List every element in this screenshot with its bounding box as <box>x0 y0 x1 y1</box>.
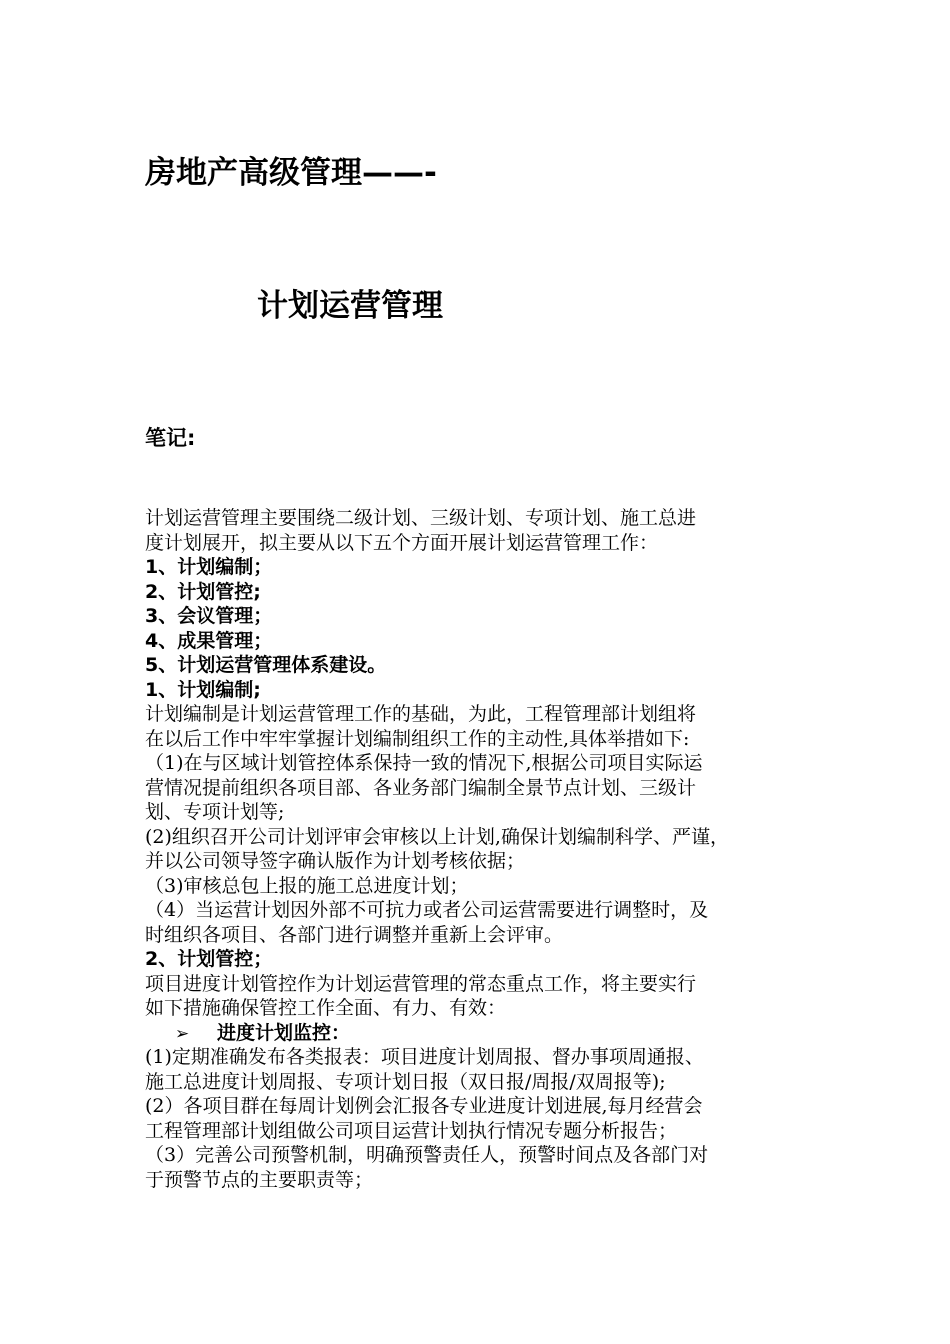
section-heading-text: 2、计划管控; <box>145 580 261 603</box>
paragraph-line-text: 如下措施确保管控工作全面、有力、有效： <box>145 997 507 1019</box>
paragraph-line <box>145 972 815 997</box>
paragraph-line <box>145 1070 815 1095</box>
paragraph-line-text: （4）当运营计划因外部不可抗力或者公司运营需要进行调整时，及 <box>145 899 709 921</box>
paragraph-line <box>145 996 815 1021</box>
section-heading <box>145 947 815 972</box>
section-heading-text: 3、会议管理； <box>145 605 273 627</box>
section-heading <box>145 604 815 629</box>
paragraph-line <box>145 825 815 850</box>
paragraph-line-text: 计划运营管理主要围绕二级计划、三级计划、专项计划、施工总进 <box>145 507 697 529</box>
paragraph-line-text: (1)定期准确发布各类报表：项目进度计划周报、督办事项周通报、 <box>145 1046 704 1068</box>
paragraph-line-text: (2)组织召开公司计划评审会审核以上计划,确保计划编制科学、严谨， <box>145 825 729 848</box>
paragraph-line <box>145 702 815 727</box>
paragraph-line <box>145 1168 815 1193</box>
section-heading <box>145 580 815 605</box>
paragraph-line-text: 项目进度计划管控作为计划运营管理的常态重点工作，将主要实行 <box>145 972 697 995</box>
paragraph-line <box>145 727 815 752</box>
section-heading <box>145 678 815 703</box>
paragraph-line <box>145 506 815 531</box>
document-body <box>145 506 815 1192</box>
paragraph-line <box>145 849 815 874</box>
section-heading-text: 2、计划管控； <box>145 948 273 970</box>
paragraph-line <box>145 1094 815 1119</box>
paragraph-line <box>145 531 815 556</box>
paragraph-line-text: 工程管理部计划组做公司项目运营计划执行情况专题分析报告； <box>145 1119 678 1142</box>
paragraph-line-text: 划、专项计划等; <box>145 801 285 823</box>
paragraph-line <box>145 874 815 899</box>
paragraph-line <box>145 1045 815 1070</box>
paragraph-line-text: (2）各项目群在每周计划例会汇报各专业进度计划进展,每月经营会 <box>145 1095 703 1117</box>
paragraph-line-text: 时组织各项目、各部门进行调整并重新上会评审。 <box>145 923 564 946</box>
document-subtitle: 计划运营管理 <box>257 288 443 324</box>
document-title: 房地产高级管理——- <box>145 155 437 191</box>
section-heading-text: 1、计划编制; <box>145 678 261 701</box>
section-heading <box>145 555 815 580</box>
paragraph-line-text: （1)在与区域计划管控体系保持一致的情况下,根据公司项目实际运 <box>145 752 703 774</box>
paragraph-line <box>145 898 815 923</box>
paragraph-line-text: 在以后工作中牢牢掌握计划编制组织工作的主动性,具体举措如下: <box>145 727 690 750</box>
paragraph-line <box>145 1143 815 1168</box>
paragraph-line <box>145 776 815 801</box>
paragraph-line-text: 施工总进度计划周报、专项计划日报（双日报/周报/双周报等); <box>145 1070 666 1093</box>
paragraph-line-text: 于预警节点的主要职责等； <box>145 1168 374 1191</box>
paragraph-line <box>145 751 815 776</box>
bullet-heading <box>145 1021 815 1046</box>
paragraph-line <box>145 800 815 825</box>
paragraph-line-text: 营情况提前组织各项目部、各业务部门编制全景节点计划、三级计 <box>145 776 697 799</box>
section-heading-text: 1、计划编制； <box>145 556 273 578</box>
notes-label: 笔记: <box>145 426 196 450</box>
paragraph-line-text: （3)审核总包上报的施工总进度计划； <box>145 874 469 897</box>
paragraph-line-text: （3）完善公司预警机制，明确预警责任人，预警时间点及各部门对 <box>145 1144 709 1166</box>
section-heading <box>145 629 815 654</box>
bullet-heading-text: 进度计划监控： <box>217 1021 351 1044</box>
paragraph-line <box>145 1119 815 1144</box>
section-heading <box>145 653 815 678</box>
section-heading-text: 4、成果管理； <box>145 629 273 652</box>
section-heading-text: 5、计划运营管理体系建设。 <box>145 654 387 676</box>
paragraph-line-text: 度计划展开，拟主要从以下五个方面开展计划运营管理工作： <box>145 531 659 554</box>
paragraph-line-text: 并以公司领导签字确认版作为计划考核依据； <box>145 850 526 872</box>
arrow-bullet-icon: ➢ <box>175 1023 190 1044</box>
paragraph-line <box>145 923 815 948</box>
paragraph-line-text: 计划编制是计划运营管理工作的基础，为此，工程管理部计划组将 <box>145 703 697 725</box>
